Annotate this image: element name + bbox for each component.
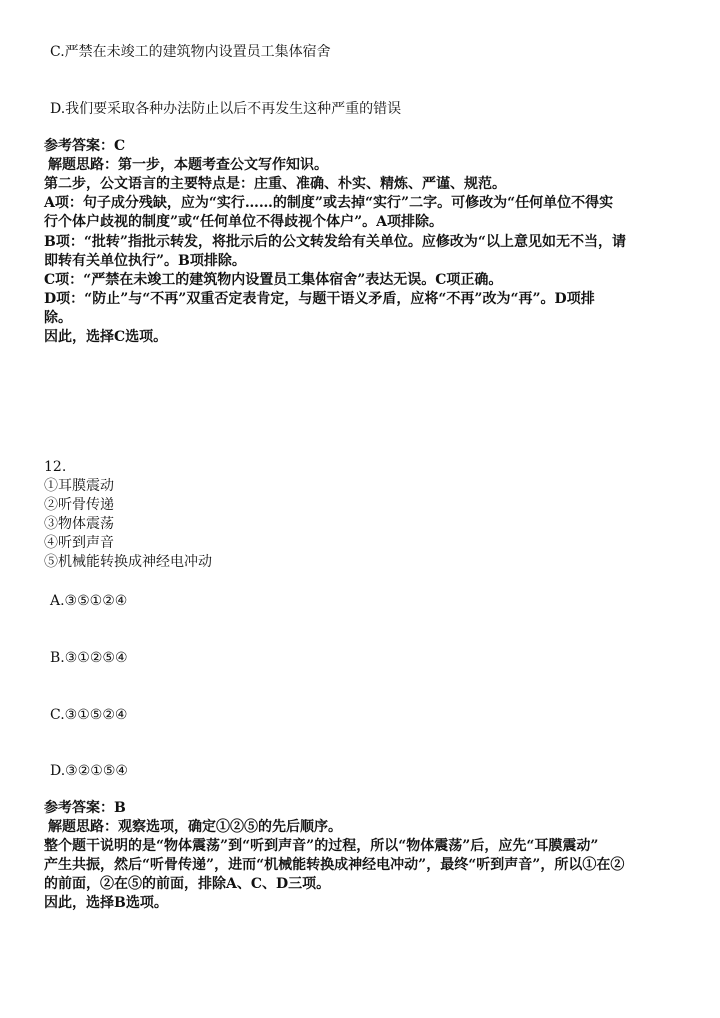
explanation-line: 解题思路：第一步，本题考查公文写作知识。 (48, 157, 328, 173)
explanation-line: 的前面，②在⑤的前面，排除A、C、D三项。 (44, 876, 331, 892)
option-b: B.③①②⑤④ (50, 650, 128, 666)
statement-item: ①耳膜震动 (44, 478, 114, 494)
statement-item: ③物体震荡 (44, 516, 114, 532)
answer-label: 参考答案：B (44, 800, 126, 816)
explanation-line: D项：“防止”与“不再”双重否定表肯定，与题干语义矛盾，应将“不再”改为“再”。D项排 (44, 291, 595, 307)
option-c: C.严禁在未竣工的建筑物内设置员工集体宿舍 (50, 44, 331, 60)
explanation-line: B项：“批转”指批示转发，将批示后的公文转发给有关单位。应修改为“以上意见如无不当，请 (44, 234, 626, 250)
statement-item: ②听骨传递 (44, 497, 114, 513)
explanation-line: A项：句子成分残缺，应为“实行……的制度”或去掉“实行”二字。可修改为“任何单位不得实 (44, 195, 614, 211)
explanation-line: 第二步，公文语言的主要特点是：庄重、准确、朴实、精炼、严谨、规范。 (44, 176, 506, 192)
explanation-line: 即转有关单位执行”。B项排除。 (44, 253, 246, 269)
explanation-line: 除。 (44, 310, 72, 326)
explanation-line: 因此，选择C选项。 (44, 329, 168, 345)
explanation-line: 解题思路：观察选项，确定①②⑤的先后顺序。 (48, 819, 342, 835)
explanation-line: 产生共振，然后“听骨传递”，进而“机械能转换成神经电冲动”，最终“听到声音”，所以①在② (44, 857, 625, 873)
answer-label: 参考答案：C (44, 138, 126, 154)
option-c: C.③①⑤②④ (50, 707, 128, 723)
explanation-line: 因此，选择B选项。 (44, 895, 168, 911)
option-d: D.我们要采取各种办法防止以后不再发生这种严重的错误 (50, 101, 402, 117)
option-a: A.③⑤①②④ (50, 593, 128, 609)
statement-item: ⑤机械能转换成神经电冲动 (44, 554, 212, 570)
explanation-line: 行个体户歧视的制度”或“任何单位不得歧视个体户”。A项排除。 (44, 214, 444, 230)
explanation-line: 整个题干说明的是“物体震荡”到“听到声音”的过程，所以“物体震荡”后，应先“耳膜震动” (44, 838, 599, 854)
option-d: D.③②①⑤④ (50, 763, 128, 779)
question-number: 12. (44, 459, 67, 475)
statement-item: ④听到声音 (44, 535, 114, 551)
explanation-line: C项：“严禁在未竣工的建筑物内设置员工集体宿舍”表达无误。C项正确。 (44, 272, 503, 288)
